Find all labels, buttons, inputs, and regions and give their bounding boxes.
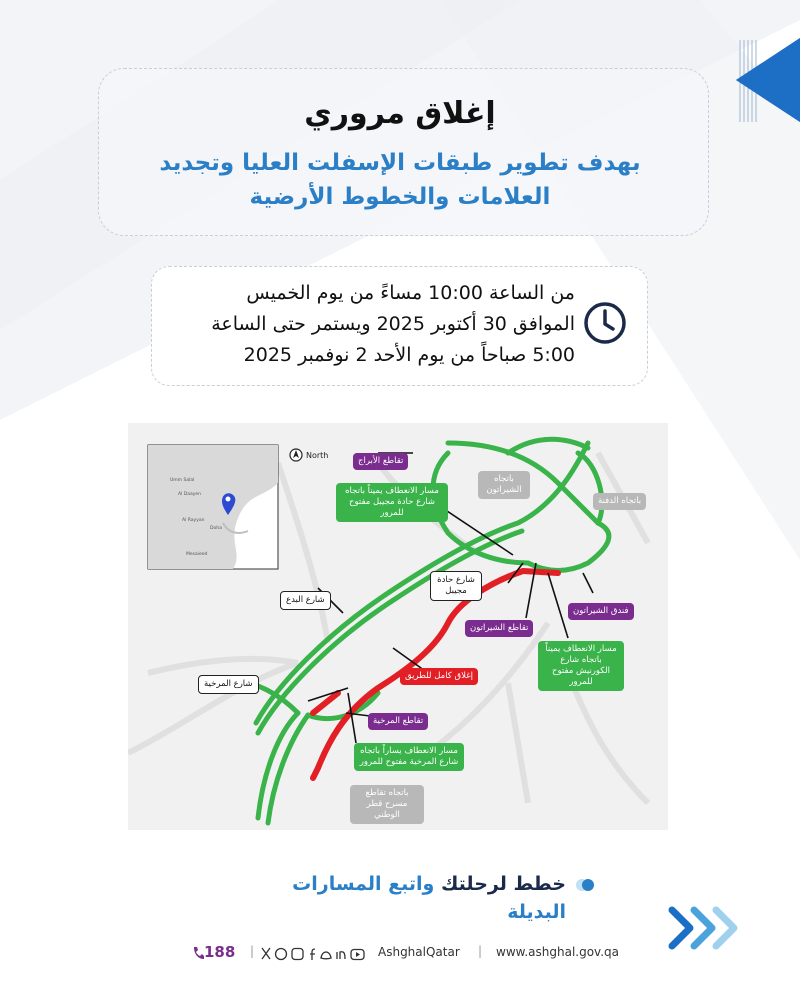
label-street-markhiya: شارع المرخية (198, 675, 259, 694)
label-text: باتجاه الشيراتون (486, 474, 522, 495)
label-detour-corniche (538, 641, 624, 691)
page-title: إغلاق مروري (304, 96, 496, 131)
inset-label: Umm Salal (170, 478, 195, 483)
north-label: North (306, 451, 329, 460)
label-text: مسار الانعطاف يساراً باتجاه شارع المرخية مفتوح للمرور (359, 746, 459, 767)
snapchat-icon (321, 952, 331, 959)
linkedin-icon (337, 952, 345, 959)
subtitle-line-1: بهدف تطوير طبقات الإسفلت العليا وتجديد (159, 150, 641, 176)
chevrons-icon (672, 910, 734, 946)
label-toward-dafna: باتجاه الدفنة (593, 493, 646, 510)
schedule-line-1: من الساعة 10:00 مساءً من يوم الخميس (246, 282, 575, 304)
schedule-line-2: الموافق 30 أكتوبر 2025 ويستمر حتى الساعة (211, 313, 575, 335)
call-to-action (236, 870, 566, 926)
inset-map (148, 445, 278, 569)
footer-divider: | (250, 944, 255, 958)
label-detour-jabr (336, 483, 448, 522)
label-street-bidda: شارع البدع (280, 591, 331, 610)
label-abraj-interchange: تقاطع الأبراج (353, 453, 408, 470)
label-text: مسار الانعطاف يميناً باتجاه شارع الكورنيش مفتوح للمرور (545, 644, 617, 687)
inset-label: Mesaieed (186, 552, 208, 557)
inset-label: Al Rayyan (182, 518, 205, 523)
label-sheraton-interchange: تقاطع الشيراتون (465, 620, 533, 637)
social-icons (260, 946, 372, 962)
subtitle-line-2: العلامات والخطوط الأرضية (249, 184, 551, 210)
instagram-icon (292, 949, 303, 960)
label-full-closure: إغلاق كامل للطريق (400, 668, 478, 685)
label-sheraton-hotel: فندق الشيراتون (568, 603, 634, 620)
label-text: شارع حادة مجيبل (437, 575, 475, 596)
hotline-number[interactable]: 188 (204, 943, 236, 961)
cta-part-2: واتبع المسارات البديلة (292, 873, 566, 923)
phone-icon (192, 946, 204, 960)
bullet-icon (574, 877, 598, 893)
label-detour-markhiya (354, 743, 464, 771)
page-subtitle (130, 146, 670, 214)
x-icon (262, 948, 270, 959)
label-text: مسار الانعطاف يميناً باتجاه شارع حادة مجيبل مفتوح للمرور (345, 486, 439, 518)
label-street-jabr (430, 571, 482, 601)
north-arrow-icon (290, 449, 328, 461)
clock-icon (582, 300, 628, 346)
schedule-line-3: 5:00 صباحاً من يوم الأحد 2 نوفمبر 2025 (243, 344, 575, 366)
social-handle[interactable]: AshghalQatar (378, 945, 460, 959)
inset-label: Al Daayen (178, 492, 202, 497)
schedule-text (170, 278, 575, 371)
label-toward-sheraton (478, 471, 530, 499)
label-toward-theatre (350, 785, 424, 824)
footer (190, 942, 620, 966)
cta-part-1: خطط لرحلتك (440, 873, 566, 895)
label-markhiya-interchange: تقاطع المرخية (368, 713, 428, 730)
whatsapp-icon (276, 949, 287, 960)
inset-label: Doha (210, 526, 222, 531)
label-text: باتجاه تقاطع مسرح قطر الوطني (365, 788, 409, 820)
facebook-icon (310, 949, 315, 960)
footer-divider: | (478, 944, 483, 958)
traffic-map (128, 423, 668, 830)
website-link[interactable]: www.ashghal.gov.qa (496, 945, 620, 959)
